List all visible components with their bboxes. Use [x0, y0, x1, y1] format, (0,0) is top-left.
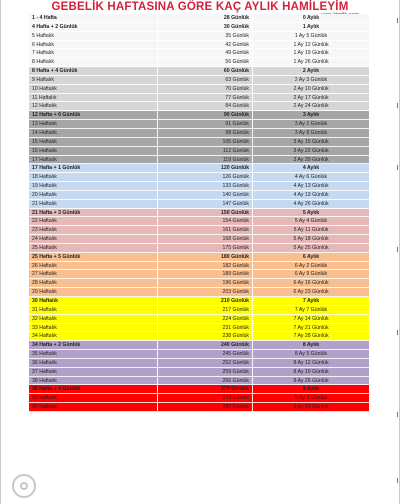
table-row — [29, 191, 369, 200]
days-cell: 28 Günlük — [158, 14, 253, 22]
months-cell: 8 Ay 19 Günlük — [293, 368, 329, 375]
days-cell: 154 Günlük — [158, 217, 253, 225]
table-row — [29, 385, 369, 394]
table-row — [29, 288, 369, 297]
table-row — [29, 58, 369, 67]
months-cell: 5 Ay 18 Günlük — [293, 236, 329, 243]
week-cell: 8 Hafta + 4 Günlük — [29, 67, 158, 75]
days-cell: 168 Günlük — [158, 235, 253, 243]
days-cell: 240 Günlük — [158, 341, 253, 349]
months-cell: 1 Ay 19 Günlük — [293, 50, 329, 57]
months-cell: 5 Ay 4 Günlük — [294, 218, 328, 225]
table-row — [29, 350, 369, 359]
table-row — [29, 279, 369, 288]
months-cell: 3 Ay 22 Günlük — [293, 147, 329, 154]
months-cell: 3 Ay 8 Günlük — [294, 129, 328, 136]
week-cell: 22 Haftalık — [29, 217, 158, 225]
scrollbar[interactable] — [394, 0, 398, 504]
days-cell: 126 Günlük — [158, 173, 253, 181]
days-cell: 273 Günlük — [158, 394, 253, 402]
week-cell: 25 Hafta + 5 Günlük — [29, 253, 158, 261]
table-row — [29, 270, 369, 279]
months-cell: 7 Aylık — [302, 298, 320, 304]
days-cell: 217 Günlük — [158, 306, 253, 314]
week-cell: 12 Hafta + 6 Günlük — [29, 111, 158, 119]
months-cell: 2 Ay 17 Günlük — [293, 94, 329, 101]
week-cell: 37 Haftalık — [29, 368, 158, 376]
week-cell: 28 Haftalık — [29, 279, 158, 287]
table-row — [29, 235, 369, 244]
months-cell: 7 Ay 28 Günlük — [293, 333, 329, 340]
months-cell: 8 Aylık — [302, 342, 320, 349]
months-cell: 6 Ay 16 Günlük — [293, 280, 329, 287]
week-cell: 30 Haftalık — [29, 297, 158, 305]
table-row — [29, 226, 369, 235]
week-cell: 1 - 4 Hafta — [29, 14, 158, 22]
week-cell: 24 Haftalık — [29, 235, 158, 243]
week-cell: 34 Haftalık — [29, 332, 158, 340]
week-cell: 17 Haftalık — [29, 156, 158, 164]
table-row — [29, 297, 369, 306]
days-cell: 259 Günlük — [158, 368, 253, 376]
days-cell: 63 Günlük — [158, 76, 253, 84]
week-cell: 29 Haftalık — [29, 288, 158, 296]
week-cell: 10 Haftalık — [29, 85, 158, 93]
week-cell: 36 Haftalık — [29, 359, 158, 367]
table-row — [29, 403, 369, 412]
months-cell: 9 Ay 10 Günlük — [293, 404, 329, 411]
table-row — [29, 49, 369, 58]
week-cell: 17 Hafta + 1 Günlük — [29, 164, 158, 172]
days-cell: 252 Günlük — [158, 359, 253, 367]
table-row — [29, 359, 369, 368]
months-cell: 2 Ay 3 Günlük — [294, 76, 328, 83]
months-cell: 9 Aylık — [302, 386, 320, 393]
week-cell: 34 Hafta + 2 Günlük — [29, 341, 158, 349]
months-cell: 3 Ay 15 Günlük — [293, 138, 329, 145]
months-cell: 4 Ay 6 Günlük — [294, 174, 328, 181]
days-cell: 77 Günlük — [158, 94, 253, 102]
months-cell: 4 Ay 19 Günlük — [293, 191, 329, 198]
table-row — [29, 306, 369, 315]
table-row — [29, 102, 369, 111]
table-row — [29, 156, 369, 165]
week-cell: 9 Haftalık — [29, 76, 158, 84]
week-cell: 39 Haftalık — [29, 394, 158, 402]
week-cell: 26 Haftalık — [29, 262, 158, 270]
table-row — [29, 111, 369, 120]
months-cell: 6 Ay 2 Günlük — [294, 262, 328, 269]
days-cell: 84 Günlük — [158, 102, 253, 110]
week-cell: 8 Haftalık — [29, 58, 158, 66]
week-cell: 23 Haftalık — [29, 226, 158, 234]
table-row — [29, 332, 369, 341]
table-row — [29, 32, 369, 41]
days-cell: 203 Günlük — [158, 288, 253, 296]
week-cell: 20 Haftalık — [29, 191, 158, 199]
months-cell: 2 Ay 24 Günlük — [293, 103, 329, 110]
months-cell: 2 Aylık — [302, 68, 320, 75]
table-row — [29, 120, 369, 129]
months-cell: 1 Ay 26 Günlük — [293, 59, 329, 66]
week-cell: 15 Haftalık — [29, 138, 158, 146]
table-row — [29, 368, 369, 377]
week-cell: 7 Haftalık — [29, 49, 158, 57]
months-cell: 7 Ay 14 Günlük — [293, 315, 329, 322]
week-cell: 35 Haftalık — [29, 350, 158, 358]
months-cell: 2 Ay 10 Günlük — [293, 85, 329, 92]
months-cell: 4 Aylık — [302, 165, 320, 172]
days-cell: 98 Günlük — [158, 129, 253, 137]
months-cell: 5 Ay 11 Günlük — [293, 227, 329, 234]
table-row — [29, 85, 369, 94]
months-cell: 6 Aylık — [302, 253, 320, 260]
days-cell: 90 Günlük — [158, 111, 253, 119]
table-row — [29, 209, 369, 218]
months-cell: 9 Ay 3 Günlük — [294, 395, 328, 402]
months-cell: 8 Ay 26 Günlük — [293, 377, 329, 384]
days-cell: 182 Günlük — [158, 262, 253, 270]
week-cell: 19 Haftalık — [29, 182, 158, 190]
table-row — [29, 394, 369, 403]
table-row — [29, 164, 369, 173]
table-row — [29, 200, 369, 209]
days-cell: 60 Günlük — [158, 67, 253, 75]
days-cell: 150 Günlük — [158, 209, 253, 217]
months-cell: 5 Ay 25 Günlük — [293, 244, 329, 251]
table-row — [29, 217, 369, 226]
table-row — [29, 67, 369, 76]
table-row — [29, 315, 369, 324]
week-cell: 6 Haftalık — [29, 41, 158, 49]
days-cell: 196 Günlük — [158, 279, 253, 287]
days-cell: 91 Günlük — [158, 120, 253, 128]
days-cell: 49 Günlük — [158, 49, 253, 57]
months-cell: 4 Ay 13 Günlük — [293, 183, 329, 190]
week-cell: 11 Haftalık — [29, 94, 158, 102]
week-cell: 21 Hafta + 3 Günlük — [29, 209, 158, 217]
week-cell: 40 Haftalık — [29, 403, 158, 411]
months-cell: 1 Ay 12 Günlük — [293, 41, 329, 48]
page-title: GEBELİK HAFTASINA GÖRE KAÇ AYLIK HAMİLEYİM — [51, 1, 349, 13]
days-cell: 280 Günlük — [158, 403, 253, 411]
week-cell: 13 Haftalık — [29, 120, 158, 128]
table-row — [29, 377, 369, 386]
months-cell: 6 Ay 23 Günlük — [293, 289, 329, 296]
week-cell: 25 Haftalık — [29, 244, 158, 252]
table-row — [29, 253, 369, 262]
week-cell: 38 Haftalık — [29, 377, 158, 385]
months-cell: 3 Ay 1 Günlük — [294, 121, 328, 128]
week-cell: 4 Hafta + 2 Günlük — [29, 23, 158, 31]
week-cell: 14 Haftalık — [29, 129, 158, 137]
months-cell: 8 Ay 12 Günlük — [293, 359, 329, 366]
days-cell: 42 Günlük — [158, 41, 253, 49]
days-cell: 210 Günlük — [158, 297, 253, 305]
days-cell: 161 Günlük — [158, 226, 253, 234]
days-cell: 56 Günlük — [158, 58, 253, 66]
days-cell: 147 Günlük — [158, 200, 253, 208]
days-cell: 175 Günlük — [158, 244, 253, 252]
months-cell: 7 Ay 21 Günlük — [293, 324, 329, 331]
table-row — [29, 23, 369, 32]
days-cell: 180 Günlük — [158, 253, 253, 261]
days-cell: 70 Günlük — [158, 85, 253, 93]
week-cell: 33 Haftalık — [29, 324, 158, 332]
months-cell: 6 Ay 9 Günlük — [294, 271, 328, 278]
table-row — [29, 138, 369, 147]
days-cell: 266 Günlük — [158, 377, 253, 385]
week-cell: 27 Haftalık — [29, 270, 158, 278]
table-row — [29, 94, 369, 103]
months-cell: 1 Aylık — [302, 23, 320, 30]
months-cell: 5 Aylık — [302, 209, 320, 216]
table-row — [29, 41, 369, 50]
days-cell: 140 Günlük — [158, 191, 253, 199]
table-row — [29, 14, 369, 23]
table-row — [29, 147, 369, 156]
days-cell: 238 Günlük — [158, 332, 253, 340]
pregnancy-table — [29, 14, 369, 412]
months-cell: 8 Ay 5 Günlük — [294, 351, 328, 358]
months-cell: 3 Aylık — [302, 112, 320, 119]
week-cell: 18 Haftalık — [29, 173, 158, 181]
table-row — [29, 182, 369, 191]
watermark-logo-icon — [12, 474, 36, 498]
months-cell: 1 Ay 5 Günlük — [294, 32, 328, 39]
days-cell: 189 Günlük — [158, 270, 253, 278]
week-cell: 16 Haftalık — [29, 147, 158, 155]
week-cell: 38 Hafta + 4 Günlük — [29, 385, 158, 393]
table-row — [29, 341, 369, 350]
table-row — [29, 173, 369, 182]
days-cell: 112 Günlük — [158, 147, 253, 155]
months-cell: 0 Aylık — [302, 15, 320, 21]
days-cell: 245 Günlük — [158, 350, 253, 358]
days-cell: 30 Günlük — [158, 23, 253, 31]
days-cell: 224 Günlük — [158, 315, 253, 323]
table-row — [29, 244, 369, 253]
table-row — [29, 76, 369, 85]
days-cell: 35 Günlük — [158, 32, 253, 40]
days-cell: 120 Günlük — [158, 164, 253, 172]
table-row — [29, 324, 369, 333]
week-cell: 5 Haftalık — [29, 32, 158, 40]
week-cell: 21 Haftalık — [29, 200, 158, 208]
week-cell: 32 Haftalık — [29, 315, 158, 323]
months-cell: 3 Ay 29 Günlük — [293, 156, 329, 163]
days-cell: 270 Günlük — [158, 385, 253, 393]
week-cell: 12 Haftalık — [29, 102, 158, 110]
table-row — [29, 262, 369, 271]
months-cell: 4 Ay 26 Günlük — [293, 200, 329, 207]
days-cell: 119 Günlük — [158, 156, 253, 164]
table-row — [29, 129, 369, 138]
months-cell: 7 Ay 7 Günlük — [294, 306, 328, 313]
week-cell: 31 Haftalık — [29, 306, 158, 314]
days-cell: 231 Günlük — [158, 324, 253, 332]
days-cell: 105 Günlük — [158, 138, 253, 146]
days-cell: 133 Günlük — [158, 182, 253, 190]
